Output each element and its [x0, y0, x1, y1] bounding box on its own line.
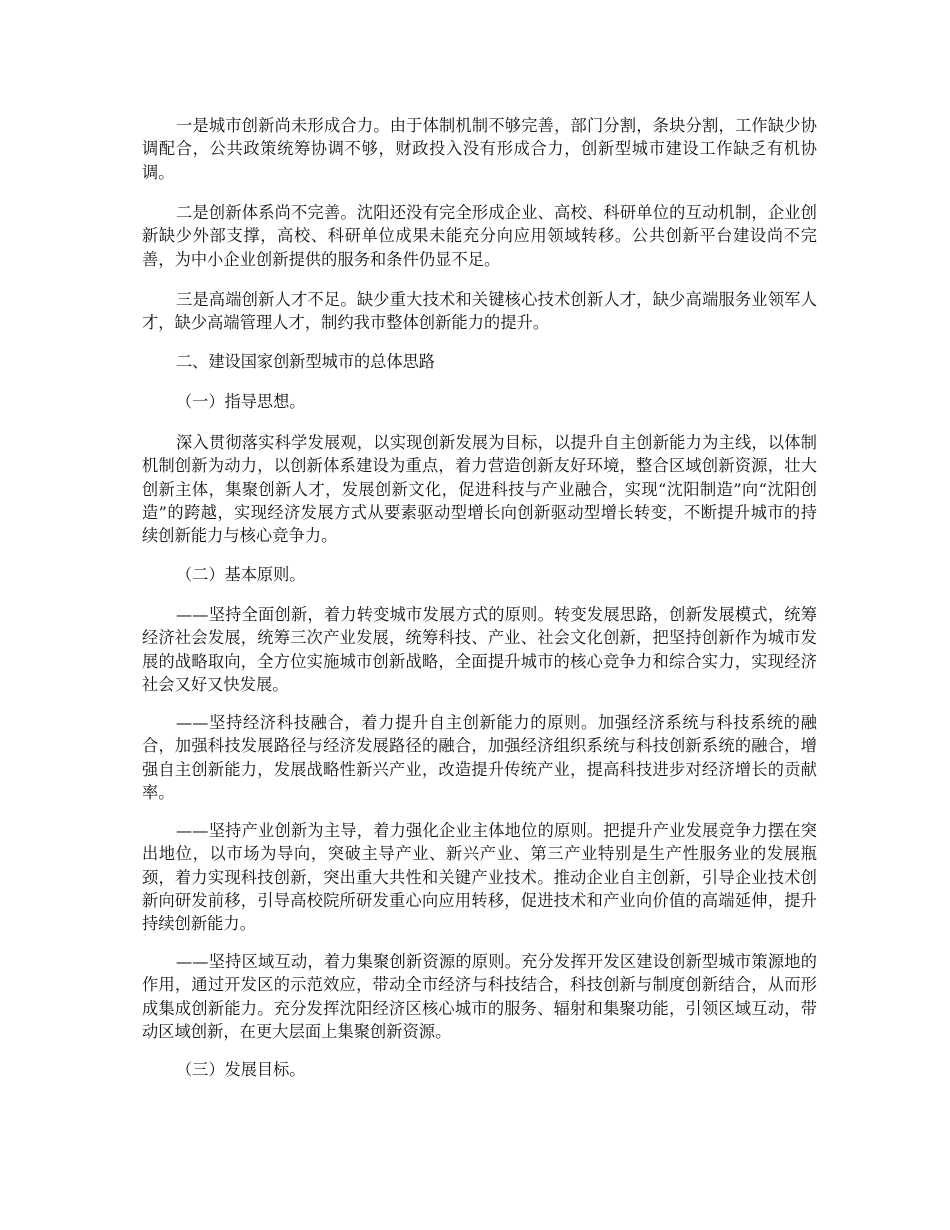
- subheading-guiding-ideology: （一）指导思想。: [176, 392, 306, 411]
- section-heading-overall-approach: 二、建设国家创新型城市的总体思路: [176, 352, 435, 371]
- subheading-development-goals: （三）发展目标。: [176, 1060, 306, 1079]
- paragraph-innovation-system: 二是创新体系尚不完善。沈阳还没有完全形成企业、高校、科研单位的互动机制，企业创新缺少外部支撑，高校、科研单位成果未能充分向应用领域转移。公共创新平台建设尚不完善，为中小企业创新提供的服务和条件仍显不足。: [142, 203, 817, 269]
- paragraph-principle-comprehensive-innovation: ——坚持全面创新，着力转变城市发展方式的原则。转变发展思路，创新发展模式，统筹经济社会发展，统筹三次产业发展，统筹科技、产业、社会文化创新，把坚持创新作为城市发展的战略取向，全方位实施城市创新战略，全面提升城市的核心竞争力和综合实力，实现经济社会又好又快发展。: [142, 605, 817, 694]
- paragraph-principle-industry-innovation: ——坚持产业创新为主导，着力强化企业主体地位的原则。把提升产业发展竞争力摆在突出地位，以市场为导向，突破主导产业、新兴产业、第三产业特别是生产性服务业的发展瓶颈，着力实现科技创新，突出重大共性和关键产业技术。推动企业自主创新，引导企业技术创新向研发前移，引导高校院所研发重心向应用转移，促进技术和产业向价值的高端延伸，提升持续创新能力。: [142, 821, 817, 934]
- subheading-basic-principles: （二）基本原则。: [176, 565, 306, 584]
- paragraph-principle-regional-interaction: ——坚持区域互动，着力集聚创新资源的原则。充分发挥开发区建设创新型城市策源地的作用，通过开发区的示范效应，带动全市经济与科技结合，科技创新与制度创新结合，从而形成集成创新能力。充分发挥沈阳经济区核心城市的服务、辐射和集聚功能，引领区域互动，带动区域创新，在更大层面上集聚创新资源。: [142, 952, 817, 1041]
- paragraph-principle-economy-tech-integration: ——坚持经济科技融合，着力提升自主创新能力的原则。加强经济系统与科技系统的融合，加强科技发展路径与经济发展路径的融合，加强经济组织系统与科技创新系统的融合，增强自主创新能力，发展战略性新兴产业，改造提升传统产业，提高科技进步对经济增长的贡献率。: [142, 713, 817, 802]
- paragraph-talent-shortage: 三是高端创新人才不足。缺少重大技术和关键核心技术创新人才，缺少高端服务业领军人才，缺少高端管理人才，制约我市整体创新能力的提升。: [142, 290, 817, 333]
- paragraph-innovation-synergy: 一是城市创新尚未形成合力。由于体制机制不够完善，部门分割，条块分割，工作缺少协调配合，公共政策统筹协调不够，财政投入没有形成合力，创新型城市建设工作缺乏有机协调。: [142, 116, 817, 182]
- paragraph-guiding-ideology: 深入贯彻落实科学发展观，以实现创新发展为目标，以提升自主创新能力为主线，以体制机制创新为动力，以创新体系建设为重点，着力营造创新友好环境，整合区域创新资源，壮大创新主体，集聚创新人才，发展创新文化，促进科技与产业融合，实现“沈阳制造”向“沈阳创造”的跨越，实现经济发展方式从要素驱动型增长向创新驱动型增长转变，不断提升城市的持续创新能力与核心竞争力。: [142, 433, 817, 546]
